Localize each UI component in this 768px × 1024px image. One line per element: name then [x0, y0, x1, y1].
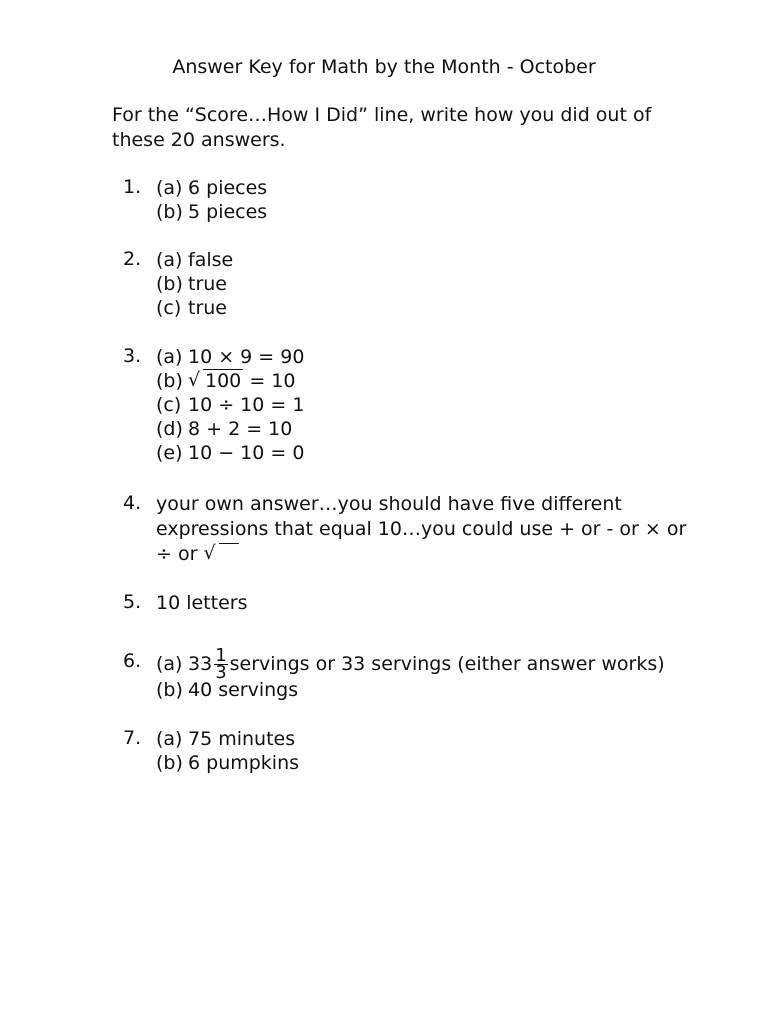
square-root — [203, 542, 239, 567]
question-number: 5. — [123, 591, 142, 613]
square-root-icon: √ — [203, 542, 216, 564]
answer-label: (b) — [156, 752, 183, 774]
page-title: Answer Key for Math by the Month - October — [172, 56, 596, 78]
answer-label: (e) — [156, 442, 183, 464]
answer-label: (c) — [156, 297, 182, 319]
answer-label: (a) — [156, 346, 183, 368]
question-number: 3. — [123, 345, 142, 367]
answer-list — [156, 645, 665, 702]
question-number: 4. — [123, 492, 142, 514]
answer-list — [156, 345, 656, 465]
answer-3c — [156, 393, 656, 417]
answer-4-line-1: your own answer…you should have five different — [156, 493, 622, 515]
question-number: 7. — [123, 727, 142, 749]
square-root — [188, 369, 243, 393]
question-number: 2. — [123, 248, 142, 270]
answer-label: (b) — [156, 273, 183, 295]
answer-label: (b) — [156, 201, 183, 223]
answer-1b — [156, 200, 656, 224]
question-number: 1. — [123, 176, 142, 198]
answer-7a — [156, 727, 656, 751]
answer-5: 10 letters — [156, 592, 248, 614]
answer-label: (a) — [156, 177, 183, 199]
answer-text: 5 pieces — [188, 201, 268, 223]
answer-list — [156, 176, 656, 224]
radicand: 100 — [205, 370, 242, 392]
empty-radicand — [219, 543, 239, 562]
fraction-denominator: 3 — [215, 662, 227, 683]
answer-label: (a) — [156, 653, 183, 675]
answer-label: (b) — [156, 679, 183, 701]
answer-text: 6 pieces — [188, 177, 268, 199]
answer-text: 10 − 10 = 0 — [188, 442, 305, 464]
answer-label: (a) — [156, 249, 183, 271]
answer-4-line-2: expressions that equal 10…you could use + or - or × or — [156, 518, 687, 540]
answer-1a — [156, 176, 656, 200]
answer-text: true — [188, 273, 227, 295]
answer-label: (a) — [156, 728, 183, 750]
answer-text: 6 pumpkins — [188, 752, 300, 774]
question-number: 6. — [123, 650, 142, 672]
answer-list — [156, 492, 687, 567]
answer-4-line-3 — [156, 542, 656, 567]
answer-text: 40 servings — [188, 679, 299, 701]
answer-text: = 10 — [249, 370, 296, 392]
answer-text: 10 ÷ 10 = 1 — [188, 394, 305, 416]
answer-list — [156, 727, 656, 775]
answer-3d — [156, 417, 656, 441]
answer-2c — [156, 296, 656, 320]
mixed-number-whole: 33 — [188, 653, 213, 675]
answer-label: (d) — [156, 418, 183, 440]
answer-text: servings or 33 servings (either answer works) — [229, 653, 665, 675]
answer-7b — [156, 751, 656, 775]
answer-3a — [156, 345, 656, 369]
answer-label: (c) — [156, 394, 182, 416]
answer-label: (b) — [156, 370, 183, 392]
answer-2a — [156, 248, 656, 272]
answer-text: ÷ or — [156, 543, 198, 565]
answer-text: 75 minutes — [188, 728, 296, 750]
answer-2b — [156, 272, 656, 296]
answer-text: false — [188, 249, 234, 271]
answer-list — [156, 591, 656, 615]
answer-6a — [156, 645, 665, 683]
intro-text: For the “Score…How I Did” line, write how you did out of these 20 answers. — [112, 104, 652, 151]
answer-3b — [156, 369, 656, 393]
answer-text: true — [188, 297, 227, 319]
answer-text: 8 + 2 = 10 — [188, 418, 293, 440]
answer-list — [156, 248, 656, 320]
square-root-icon: √ — [188, 369, 201, 391]
fraction — [214, 645, 227, 683]
answer-6b — [156, 678, 656, 702]
answer-text: 10 × 9 = 90 — [188, 346, 305, 368]
answer-3e — [156, 441, 656, 465]
fraction-numerator: 1 — [215, 645, 227, 666]
